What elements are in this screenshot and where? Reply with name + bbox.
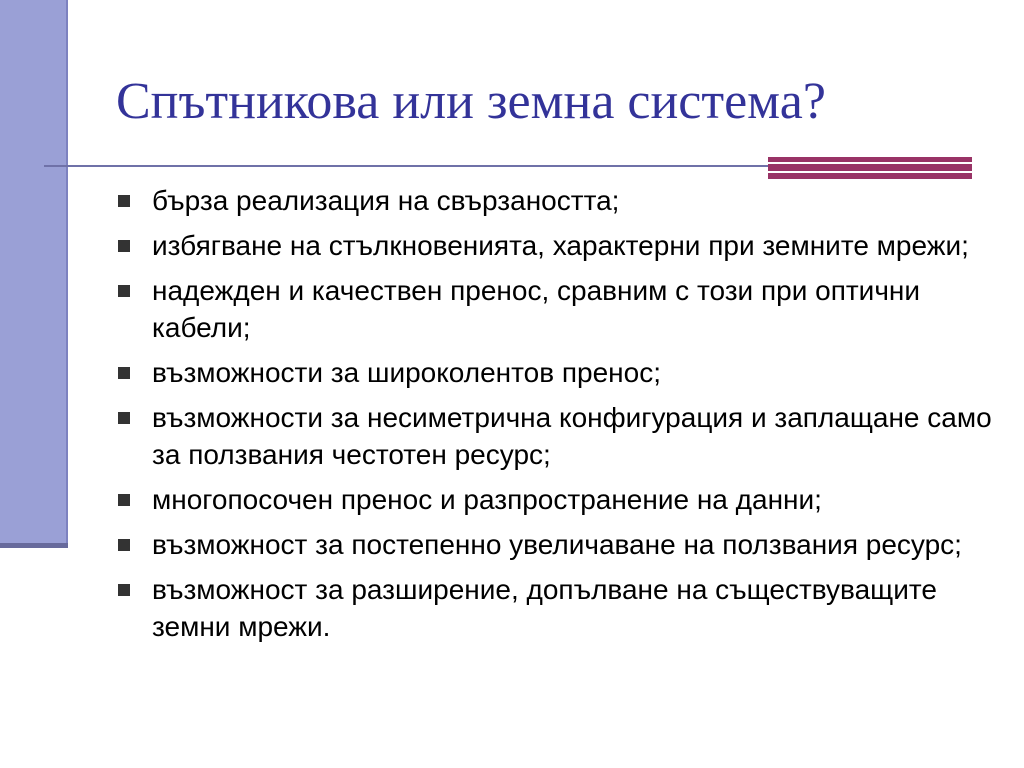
bullet-item <box>112 571 1012 645</box>
square-bullet-icon <box>118 412 130 424</box>
bullet-text: възможност за разширение, допълване на съществуващите земни мрежи. <box>152 574 937 642</box>
square-bullet-icon <box>118 367 130 379</box>
bullet-text: възможности за широколентов пренос; <box>152 357 661 388</box>
bullet-text: надежден и качествен пренос, сравним с този при оптични кабели; <box>152 275 921 343</box>
bullet-text: възможности за несиметрична конфигурация и заплащане само за ползвания честотен ресурс; <box>152 402 992 470</box>
square-bullet-icon <box>118 195 130 207</box>
bullet-text: избягване на стълкновенията, характерни при земните мрежи; <box>152 230 969 261</box>
square-bullet-icon <box>118 494 130 506</box>
bullet-item <box>112 227 1012 264</box>
bullet-text: възможност за постепенно увеличаване на ползвания ресурс; <box>152 529 962 560</box>
slide-title: Спътникова или земна система? <box>116 73 826 130</box>
square-bullet-icon <box>118 584 130 596</box>
bullet-item <box>112 182 1012 219</box>
bullet-item <box>112 481 1012 518</box>
bullet-text: многопосочен пренос и разпространение на данни; <box>152 484 822 515</box>
bullet-item <box>112 526 1012 563</box>
bullet-text: бърза реализация на свързаността; <box>152 185 620 216</box>
title-divider-line <box>44 165 770 167</box>
side-decoration-band <box>0 0 66 548</box>
title-divider-accent <box>768 157 972 179</box>
bullet-item <box>112 399 1012 473</box>
bullet-list <box>112 182 1012 653</box>
square-bullet-icon <box>118 539 130 551</box>
square-bullet-icon <box>118 285 130 297</box>
bullet-item <box>112 354 1012 391</box>
side-band-edge <box>66 0 68 548</box>
square-bullet-icon <box>118 240 130 252</box>
side-band-shadow <box>0 543 68 548</box>
bullet-item <box>112 272 1012 346</box>
